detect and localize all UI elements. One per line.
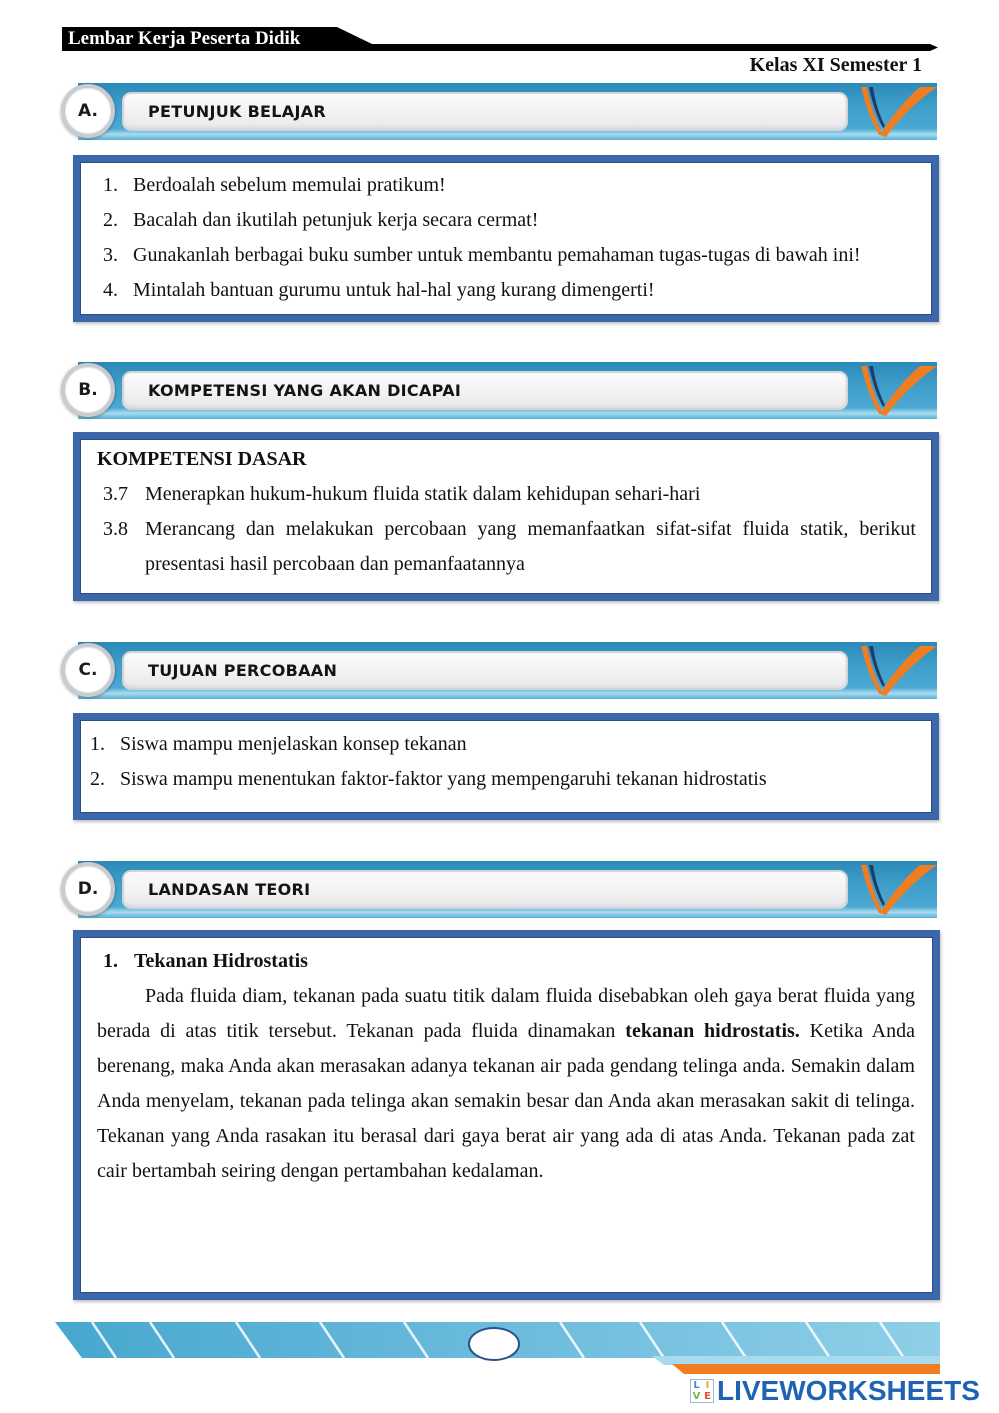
theory-paragraph: [97, 979, 915, 1189]
paragraph-text-end: Ketika Anda berenang, maka Anda akan merasakan adanya tekanan air pada gendang telinga anda. Semakin dalam Anda menyelam, tekanan pada telinga akan semakin besar dan Anda akan merasakan sakit di telinga. Tekanan yang Anda rasakan itu berasal dari gaya berat air yang ada di atas Anda. Tekanan pada zat cair bertambah seiring dengan pertambahan kedalaman.: [97, 1020, 916, 1182]
item-text: Siswa mampu menjelaskan konsep tekanan: [120, 733, 467, 755]
liveworksheets-logo[interactable]: [690, 1375, 980, 1407]
item-text: Siswa mampu menentukan faktor-faktor yang mempengaruhi tekanan hidrostatis: [120, 768, 767, 790]
page-number-oval: [469, 1328, 519, 1360]
item-text: Menerapkan hukum-hukum fluida statik dalam kehidupan sehari-hari: [145, 483, 701, 505]
worksheet-title: Lembar Kerja Peserta Didik: [68, 28, 301, 49]
item-number: 3.7: [103, 483, 128, 505]
section-letter: B.: [78, 380, 98, 400]
liveworksheets-icon: [690, 1379, 714, 1403]
section-c-header: [60, 642, 940, 702]
subheading-text: Tekanan Hidrostatis: [134, 950, 308, 972]
theory-subheading: [103, 944, 915, 979]
section-title: KOMPETENSI YANG AKAN DICAPAI: [148, 381, 462, 400]
list-item: [103, 273, 916, 308]
theory-box: [73, 930, 940, 1300]
item-number: 4.: [103, 279, 118, 301]
section-letter-badge: [61, 84, 115, 138]
item-number: 2.: [90, 768, 105, 790]
list-item: [103, 168, 916, 203]
item-number: 3.8: [103, 518, 128, 540]
section-title: LANDASAN TEORI: [148, 880, 311, 899]
section-letter-badge: [61, 643, 115, 697]
list-item: [103, 238, 916, 273]
section-letter: D.: [77, 879, 99, 899]
item-number: 2.: [103, 209, 118, 231]
list-item: [90, 727, 916, 762]
orange-swoosh-icon: [858, 644, 938, 698]
section-letter: C.: [78, 660, 98, 680]
section-title: TUJUAN PERCOBAAN: [148, 661, 338, 680]
item-number: 3.: [103, 244, 118, 266]
section-title-bar: [122, 870, 848, 909]
item-text: Bacalah dan ikutilah petunjuk kerja secara cermat!: [133, 209, 539, 231]
section-letter-badge: [61, 862, 115, 916]
list-item: [103, 477, 916, 512]
item-text: Berdoalah sebelum memulai pratikum!: [133, 174, 446, 196]
logo-icon-letter: V: [692, 1391, 701, 1402]
item-text: Mintalah bantuan gurumu untuk hal-hal yang kurang dimengerti!: [133, 279, 655, 301]
section-title: PETUNJUK BELAJAR: [148, 102, 327, 121]
footer-band: [0, 1310, 999, 1380]
class-semester-label: Kelas XI Semester 1: [749, 54, 922, 76]
list-item: [90, 762, 916, 797]
logo-icon-letter: I: [705, 1380, 710, 1391]
item-text: Merancang dan melakukan percobaan yang memanfaatkan sifat-sifat fluida statik, berikut presentasi hasil percobaan dan pemanfaatannya: [145, 518, 916, 575]
logo-icon-letter: L: [693, 1380, 700, 1391]
logo-text: LIVEWORKSHEETS: [717, 1375, 980, 1406]
list-item: [103, 512, 916, 582]
section-a-header: [60, 83, 940, 143]
logo-icon-letter: E: [704, 1391, 711, 1402]
item-text: Gunakanlah berbagai buku sumber untuk membantu pemahaman tugas-tugas di bawah ini!: [133, 244, 861, 266]
section-d-header: [60, 861, 940, 921]
competencies-box: [73, 432, 939, 601]
paragraph-text-start: Pada fluida diam, tekanan pada suatu titik dalam fluida disebabkan oleh gaya berat fluida yang berada di atas titik tersebut. Tekanan pada fluida dinamakan: [97, 985, 915, 1042]
list-item: [103, 203, 916, 238]
competency-heading: KOMPETENSI DASAR: [97, 448, 307, 470]
item-number: 1.: [90, 733, 105, 755]
section-letter-badge: [61, 363, 115, 417]
section-title-bar: [122, 92, 848, 131]
item-number: 1.: [103, 174, 118, 196]
orange-swoosh-icon: [858, 85, 938, 139]
bold-term: tekanan hidrostatis.: [625, 1020, 800, 1042]
orange-swoosh-icon: [858, 863, 938, 917]
section-title-bar: [122, 371, 848, 410]
subheading-number: 1.: [103, 950, 118, 972]
objectives-box: [73, 713, 939, 820]
section-title-bar: [122, 651, 848, 690]
section-b-header: [60, 362, 940, 422]
instructions-box: [73, 155, 939, 322]
section-letter: A.: [78, 101, 98, 121]
orange-swoosh-icon: [858, 364, 938, 418]
